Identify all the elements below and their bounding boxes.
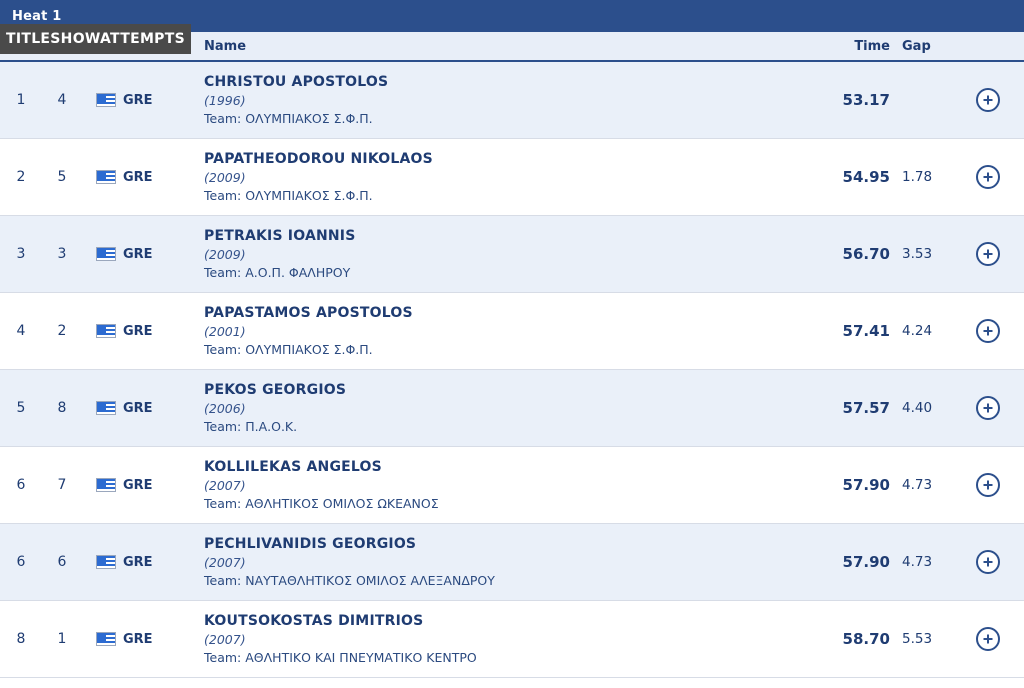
row-nation-code: GRE — [123, 323, 153, 339]
row-action-cell — [952, 165, 1024, 189]
row-time: 56.70 — [842, 245, 890, 263]
row-time: 57.90 — [842, 553, 890, 571]
athlete-name[interactable]: PAPASTAMOS APOSTOLOS — [204, 305, 413, 321]
row-lane: 4 — [57, 92, 67, 108]
athlete-team: Team: Α.Ο.Π. ΦΑΛΗΡΟΥ — [204, 265, 351, 280]
athlete-birth-year: (2009) — [204, 247, 246, 262]
row-rank: 8 — [16, 631, 26, 647]
row-nation-code: GRE — [123, 631, 153, 647]
header-name: Name — [204, 38, 247, 54]
table-row[interactable] — [0, 601, 1024, 678]
row-athlete — [200, 378, 810, 438]
row-nation-code: GRE — [123, 400, 153, 416]
table-row[interactable] — [0, 447, 1024, 524]
row-time: 54.95 — [842, 168, 890, 186]
athlete-birth-year: (2007) — [204, 632, 246, 647]
plus-circle-icon[interactable] — [976, 627, 1000, 651]
row-lane: 2 — [57, 323, 67, 339]
row-time: 57.57 — [842, 399, 890, 417]
greece-flag-icon — [96, 555, 116, 569]
greece-flag-icon — [96, 247, 116, 261]
row-gap: 4.73 — [902, 554, 933, 570]
athlete-team: Team: Π.Α.Ο.Κ. — [204, 419, 298, 434]
row-athlete — [200, 70, 810, 130]
greece-flag-icon — [96, 93, 116, 107]
row-gap: 4.24 — [902, 323, 933, 339]
row-lane: 5 — [57, 169, 67, 185]
tooltip-text: TITLESHOWATTEMPTS — [6, 31, 185, 47]
athlete-team: Team: ΟΛΥΜΠΙΑΚΟΣ Σ.Φ.Π. — [204, 111, 373, 126]
athlete-team: Team: ΑΘΛΗΤΙΚΟ ΚΑΙ ΠΝΕΥΜΑΤΙΚΟ ΚΕΝΤΡΟ — [204, 650, 477, 665]
greece-flag-icon — [96, 324, 116, 338]
row-athlete — [200, 455, 810, 515]
row-lane: 6 — [57, 554, 67, 570]
row-nation — [82, 632, 200, 647]
row-time: 57.90 — [842, 476, 890, 494]
row-rank: 6 — [16, 477, 26, 493]
athlete-name[interactable]: KOLLILEKAS ANGELOS — [204, 459, 382, 475]
plus-circle-icon[interactable] — [976, 550, 1000, 574]
greece-flag-icon — [96, 478, 116, 492]
plus-circle-icon[interactable] — [976, 165, 1000, 189]
greece-flag-icon — [96, 170, 116, 184]
row-time: 58.70 — [842, 630, 890, 648]
table-row[interactable] — [0, 524, 1024, 601]
heat-label: Heat 1 — [12, 8, 62, 24]
row-lane: 1 — [57, 631, 67, 647]
row-nation — [82, 478, 200, 493]
row-nation-code: GRE — [123, 169, 153, 185]
athlete-birth-year: (2007) — [204, 555, 246, 570]
title-show-attempts-tooltip — [0, 24, 191, 54]
row-gap: 1.78 — [902, 169, 933, 185]
row-action-cell — [952, 550, 1024, 574]
row-athlete — [200, 609, 810, 669]
athlete-birth-year: (2007) — [204, 478, 246, 493]
row-lane: 8 — [57, 400, 67, 416]
row-nation — [82, 555, 200, 570]
row-action-cell — [952, 319, 1024, 343]
row-nation-code: GRE — [123, 554, 153, 570]
row-time: 53.17 — [842, 91, 890, 109]
row-action-cell — [952, 396, 1024, 420]
row-rank: 1 — [16, 92, 26, 108]
row-nation-code: GRE — [123, 477, 153, 493]
athlete-name[interactable]: CHRISTOU APOSTOLOS — [204, 74, 389, 90]
plus-circle-icon[interactable] — [976, 473, 1000, 497]
row-nation — [82, 324, 200, 339]
athlete-team: Team: ΑΘΛΗΤΙΚΟΣ ΟΜΙΛΟΣ ΩΚΕΑΝΟΣ — [204, 496, 439, 511]
row-gap: 4.73 — [902, 477, 933, 493]
athlete-name[interactable]: PEKOS GEORGIOS — [204, 382, 347, 398]
table-row[interactable] — [0, 370, 1024, 447]
row-time: 57.41 — [842, 322, 890, 340]
row-nation-code: GRE — [123, 92, 153, 108]
row-athlete — [200, 147, 810, 207]
table-row[interactable] — [0, 139, 1024, 216]
athlete-team: Team: ΟΛΥΜΠΙΑΚΟΣ Σ.Φ.Π. — [204, 342, 373, 357]
row-nation — [82, 170, 200, 185]
row-lane: 3 — [57, 246, 67, 262]
athlete-team: Team: ΟΛΥΜΠΙΑΚΟΣ Σ.Φ.Π. — [204, 188, 373, 203]
plus-circle-icon[interactable] — [976, 88, 1000, 112]
athlete-name[interactable]: PECHLIVANIDIS GEORGIOS — [204, 536, 417, 552]
row-rank: 4 — [16, 323, 26, 339]
athlete-team: Team: ΝΑΥΤΑΘΛΗΤΙΚΟΣ ΟΜΙΛΟΣ ΑΛΕΞΑΝΔΡΟΥ — [204, 573, 495, 588]
row-rank: 5 — [16, 400, 26, 416]
athlete-name[interactable]: PETRAKIS IOANNIS — [204, 228, 356, 244]
row-action-cell — [952, 627, 1024, 651]
greece-flag-icon — [96, 401, 116, 415]
row-athlete — [200, 532, 810, 592]
row-nation — [82, 401, 200, 416]
row-nation — [82, 93, 200, 108]
table-row[interactable] — [0, 293, 1024, 370]
athlete-birth-year: (2006) — [204, 401, 246, 416]
athlete-birth-year: (2009) — [204, 170, 246, 185]
row-action-cell — [952, 242, 1024, 266]
row-action-cell — [952, 88, 1024, 112]
row-action-cell — [952, 473, 1024, 497]
row-gap: 4.40 — [902, 400, 933, 416]
results-row-list — [0, 62, 1024, 678]
athlete-birth-year: (2001) — [204, 324, 246, 339]
header-gap: Gap — [902, 38, 931, 54]
athlete-name[interactable]: PAPATHEODOROU NIKOLAOS — [204, 151, 433, 167]
plus-circle-icon[interactable] — [976, 319, 1000, 343]
table-row[interactable] — [0, 62, 1024, 139]
athlete-birth-year: (1996) — [204, 93, 246, 108]
row-gap: 3.53 — [902, 246, 933, 262]
row-lane: 7 — [57, 477, 67, 493]
row-nation — [82, 247, 200, 262]
row-gap: 5.53 — [902, 631, 933, 647]
table-row[interactable] — [0, 216, 1024, 293]
row-athlete — [200, 301, 810, 361]
row-rank: 2 — [16, 169, 26, 185]
greece-flag-icon — [96, 632, 116, 646]
header-time: Time — [854, 38, 890, 54]
athlete-name[interactable]: KOUTSOKOSTAS DIMITRIOS — [204, 613, 424, 629]
plus-circle-icon[interactable] — [976, 242, 1000, 266]
plus-circle-icon[interactable] — [976, 396, 1000, 420]
row-athlete — [200, 224, 810, 284]
row-nation-code: GRE — [123, 246, 153, 262]
row-rank: 3 — [16, 246, 26, 262]
row-rank: 6 — [16, 554, 26, 570]
